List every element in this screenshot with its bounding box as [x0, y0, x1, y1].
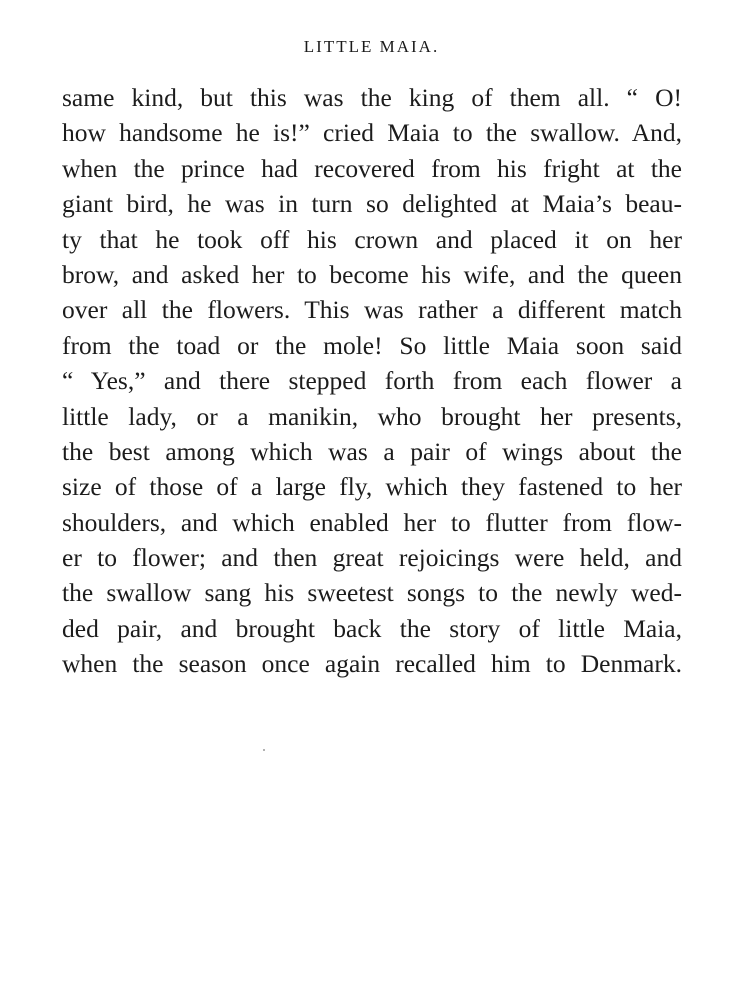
- text-line: how handsome he is!” cried Maia to the swallow. And,: [62, 118, 682, 148]
- text-line: same kind, but this was the king of them all. “ O!: [62, 83, 682, 112]
- text-line: over all the flowers. This was rather a different match: [62, 295, 682, 325]
- text-line: little lady, or a manikin, who brought her presents,: [62, 401, 682, 431]
- text-line: ded pair, and brought back the story of little Maia,: [62, 613, 682, 643]
- running-head: LITTLE MAIA.: [303, 37, 440, 56]
- text-line: er to flower; and then great rejoicings were held, and: [62, 543, 682, 573]
- text-line: shoulders, and which enabled her to flutter from flow-: [62, 507, 682, 537]
- text-line: brow, and asked her to become his wife, and the queen: [62, 259, 682, 289]
- text-line: “ Yes,” and there stepped forth from each flower a: [62, 366, 682, 396]
- text-line: ty that he took off his crown and placed it on her: [62, 224, 682, 254]
- text-line: size of those of a large fly, which they fastened to her: [62, 472, 682, 502]
- text-line: the swallow sang his sweetest songs to the newly wed-: [62, 578, 682, 608]
- text-line: giant bird, he was in turn so delighted at Maia’s beau-: [62, 189, 682, 219]
- body-paragraph: [62, 80, 682, 682]
- text-line: when the season once again recalled him to Denmark.: [62, 649, 682, 679]
- text-line: the best among which was a pair of wings about the: [62, 436, 682, 466]
- text-line: from the toad or the mole! So little Maia soon said: [62, 330, 682, 360]
- ink-speck: [263, 749, 265, 751]
- text-line: when the prince had recovered from his fright at the: [62, 153, 682, 183]
